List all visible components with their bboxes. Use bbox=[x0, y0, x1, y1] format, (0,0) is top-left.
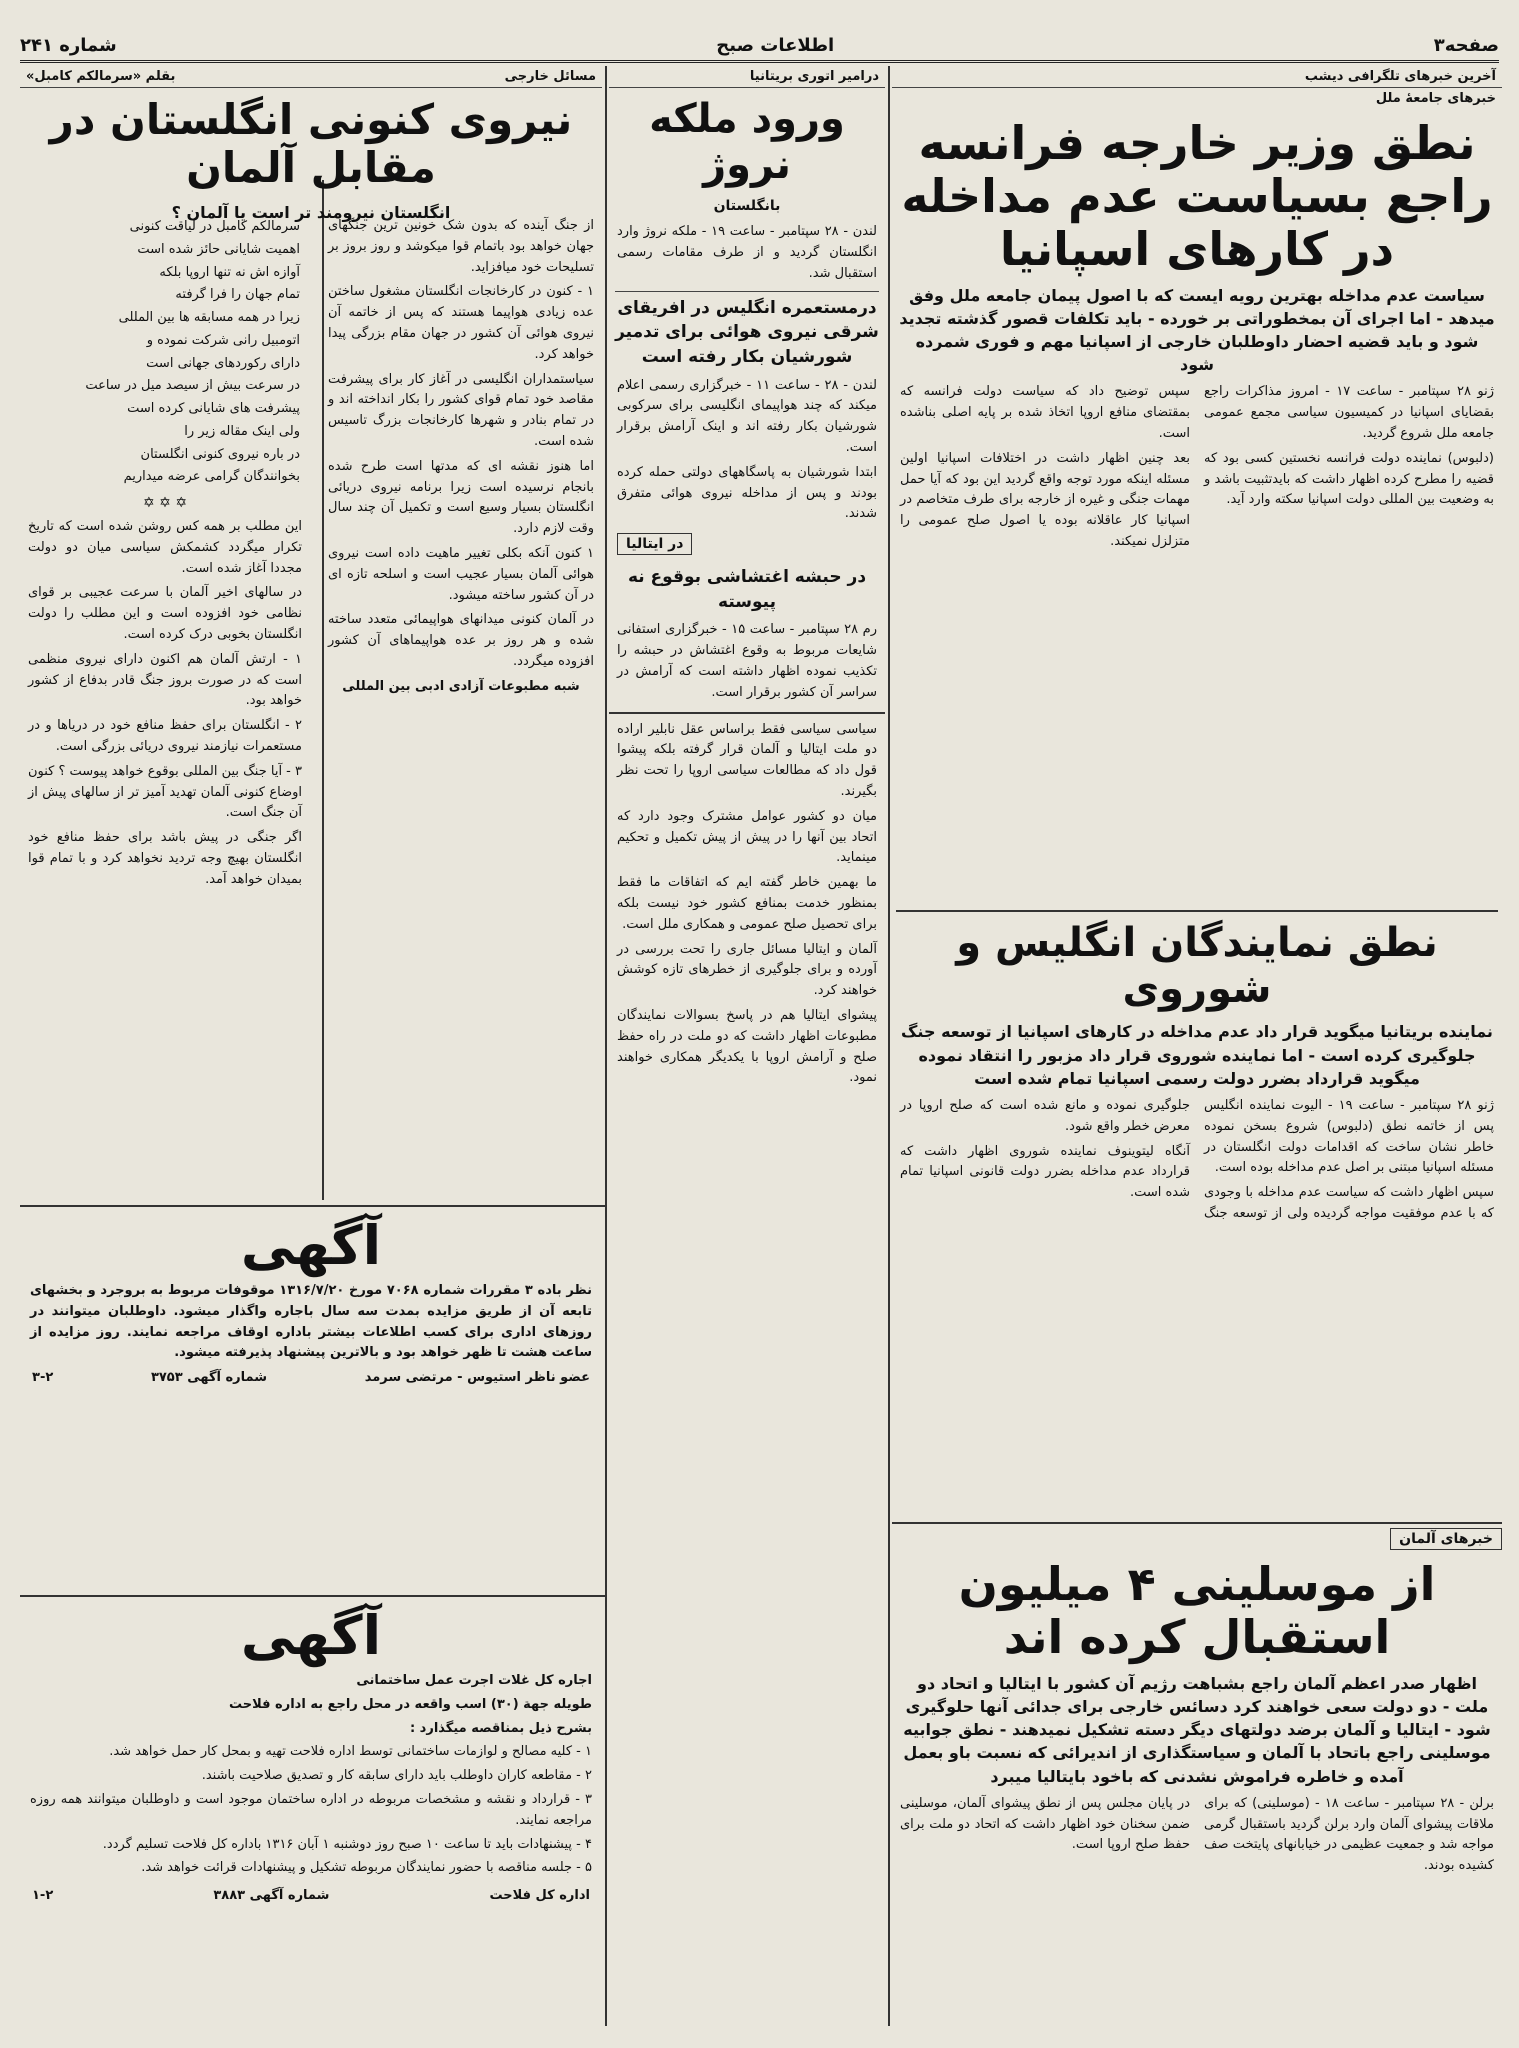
subhead-mussolini: اظهار صدر اعظم آلمان راجع بشباهت رژیم آن کشور با ایتالیا و اتحاد دو ملت - دو دولت سعی خواهند کرد دسائس خارجی برای جدائی آنها حلوگیری شود - ایتالیا و آلمان برضد دولتهای دیگر دسته تشکیل نمیدهند - نطق جوابیه موسلینی راجع باتحاد با آلمان و سیاستگذاری از اندیرائی که نسبت باو بعمل آمده و خاطره فراموش نشدنی که باخود بایتالیا میبرد bbox=[903, 1673, 1491, 1786]
paragraph: سپس توضیح داد که سیاست دولت فرانسه که بمقتضای منافع اروپا اتخاذ شده بر پایه اصلی بناشده است. bbox=[900, 384, 1190, 442]
intro-list bbox=[20, 216, 310, 489]
ad-title: آگهی bbox=[240, 1604, 382, 1667]
article-mussolini-body bbox=[892, 1794, 1502, 1877]
dateline: بانگلستان bbox=[713, 198, 781, 214]
masthead bbox=[20, 30, 1499, 63]
list-item: دارای رکوردهای جهانی است bbox=[146, 355, 300, 371]
paragraph: ما بهمین خاطر گفته ایم که اتفاقات ما فقط بمنظور خدمت بمنافع کشور خود نیست بلکه برای تحصیل صلح عمومی و همکاری ملل است. bbox=[617, 875, 877, 932]
ad-line: ۵ - جلسه مناقصه با حضور نمایندگان مربوطه تشکیل و پیشنهادات قرائت خواهد شد. bbox=[141, 1860, 592, 1876]
paragraph: اما هنوز نقشه ای که مدتها است طرح شده بانجام نرسیده است زیرا برنامه نیروی دریائی انگلستان بسیار وسیع است و تکمیل آن چند سال وقت لازم دارد. bbox=[328, 458, 594, 537]
ad-line: بشرح ذیل بمناقصه میگذارد : bbox=[409, 1720, 592, 1736]
kicker: آخرین خبرهای تلگرافی دیشب bbox=[892, 66, 1502, 88]
paragraph: اگر جنگی در پیش باشد برای حفظ منافع خود انگلستان بهیچ وجه تردید نخواهد کرد و با تمام قوا بمیدان خواهد آمد. bbox=[28, 830, 302, 887]
paragraph: در آلمان کنونی میدانهای هواپیمائی متعدد ساخته شده و هر روز بر عده هواپیماهای آن کشور افزوده میگردد. bbox=[328, 612, 594, 669]
ad-number: شماره آگهی ۳۸۸۳ bbox=[213, 1888, 330, 1904]
ad-number: شماره آگهی ۳۷۵۳ bbox=[150, 1370, 268, 1386]
ad-line: ۱ - کلیه مصالح و لوازمات ساختمانی توسط اداره فلاحت تهیه و بمحل کار حمل خواهد شد. bbox=[109, 1744, 592, 1760]
list-item: سرمالکم کامبل در لیاقت کنونی bbox=[129, 219, 300, 234]
paragraph: ۱ کنون آنکه بکلی تغییر ماهیت داده است نیروی هوائی آلمان بسیار عجیب است و اسلحه تازه ای در آن کشور ساخته میشود. bbox=[328, 545, 594, 603]
article-body bbox=[320, 216, 602, 698]
paragraph: آلمان و ایتالیا مسائل جاری را تحت بررسی در آورده و برای جلوگیری از خطرهای تازه کوشش خواهند کرد. bbox=[617, 941, 877, 999]
headline-abyssinia: در حبشه اغتشاشی بوقوع نه پیوسته bbox=[627, 567, 867, 612]
paragraph: ژنو ۲۸ سپتامبر - ساعت ۱۹ - الیوت نماینده انگلیس پس از خاتمه نطق (دلبوس) شروع بسخن نموده خاطر نشان ساخت که اقدامات دولت انگلستان در مسئله اسپانیا مبتنی بر اصل عدم مداخله بوده است. bbox=[1204, 1097, 1495, 1176]
paragraph: بعد چنین اظهار داشت در اختلافات اسپانیا اولین مسئله اینکه مورد توجه واقع گردید این بود که آیا حمل مهمات جنگی و غیره از خارجه برای طرف متخاصم در اسپانیا کار عاقلانه بوده یا اصول صلح عمومی را متزلزل نمیکند. bbox=[900, 450, 1190, 549]
list-item: زیرا در همه مسابقه ها بین المللی bbox=[118, 310, 300, 325]
paragraph: آنگاه لیتوینوف نماینده شوروی اظهار داشت که قرارداد عدم مداخله بضرر دولت قانونی اسپانیا تمام شده است. bbox=[900, 1143, 1190, 1201]
paragraph: سیاستمداران انگلیسی در آغاز کار برای پیشرفت مقاصد خود تمام قوای کشور را بکار انداخته اند و در تمام بنادر و شهرها کارخانجات بزرگ تاسیس شده است. bbox=[328, 371, 594, 449]
article-continuation bbox=[609, 712, 885, 1090]
middle-column bbox=[609, 66, 885, 2026]
ad-signature-row bbox=[20, 1364, 602, 1391]
ad-line: ۳ - قرارداد و نقشه و مشخصات مربوطه در اداره ساختمان موجود است و داوطلبان میتوانند همه روزه مراجعه نمایند. bbox=[30, 1791, 592, 1828]
section-rule bbox=[20, 1205, 605, 1207]
section-germany bbox=[892, 1522, 1502, 1550]
subhead-england-germany: انگلستان نیرومند تر است یا آلمان ؟ bbox=[171, 202, 451, 222]
subhead-france: سیاست عدم مداخله بهترین رویه ایست که با اصول پیمان جامعه ملل وفق میدهد - اما اجرای آن بمخطوراتی بر خورده - باید تکلفات قصور گذشته تجدید شود و باید قضیه احضار داوطلبان خارجی از اسپانیا مهم و فوری شمرده شود bbox=[899, 285, 1495, 375]
paragraph: ژنو ۲۸ سپتامبر - ساعت ۱۷ - امروز مذاکرات راجع بقضایای اسپانیا در کمیسیون سیاسی مجمع عمومی جامعه ملل شروع گردید. bbox=[1204, 384, 1495, 442]
paragraph: رم ۲۸ سپتامبر - ساعت ۱۵ - خبرگزاری استفانی شایعات مربوط به وقوع اغتشاش در حبشه را تکذیب نموده اظهار داشته است که آرامش در سراسر آن کشور برقرار است. bbox=[617, 622, 877, 700]
paper-name: اطلاعات صبح bbox=[716, 34, 835, 56]
paragraph: میان دو کشور عوامل مشترک وجود دارد که اتحاد بین آنها را در پیش از پیش تکمیل و تحکیم مینماید. bbox=[617, 808, 877, 866]
section-label: خبرهای جامعهٔ ملل bbox=[1375, 91, 1496, 106]
headline-england-soviet: نطق نمایندگان انگلیس و شوروی bbox=[896, 910, 1498, 1012]
headline-france: نطق وزیر خارجه فرانسه راجع بسیاست عدم مداخله در کارهای اسپانیا bbox=[901, 116, 1493, 276]
paragraph: ۲ - انگلستان برای حفظ منافع خود در دریاها و در مستعمرات نیازمند نیروی دریائی بزرگی است. bbox=[28, 718, 302, 754]
page-number: صفحه۳ bbox=[1433, 34, 1499, 56]
right-column bbox=[892, 66, 1502, 2026]
paragraph: در سالهای اخیر آلمان با سرعت عجیبی بر قوای نظامی خود افزوده است و این مطلب را دولت انگلستان بخوبی درک کرده است. bbox=[28, 585, 302, 642]
issue-number: شماره ۲۴۱ bbox=[20, 34, 117, 56]
ad-signature: عضو ناظر استیوس - مرتضی سرمد bbox=[364, 1370, 590, 1386]
paragraph: (دلبوس) نماینده دولت فرانسه نخستین کسی بود که قضیه را مطرح کرده اظهار داشت که بایدتثبیت باشد و به وضعیت بین المللی دولت اسپانیا سکته وارد آید. bbox=[1204, 450, 1494, 508]
paragraph: ۱ - کنون در کارخانجات انگلستان مشغول ساختن عده زیادی هواپیما هستند که پس از خاتمه آن نیروی هوائی آن کشور در جهان مقام بزرگی پیدا خواهد کرد. bbox=[328, 284, 594, 362]
list-item: تمام جهان را فرا گرفته bbox=[175, 287, 300, 303]
section-rule bbox=[20, 1595, 605, 1597]
paragraph: لندن - ۲۸ - ساعت ۱۱ - خبرگزاری رسمی اعلام میکند که چند هواپیمای انگلیسی برای سرکوبی شورشیان بکار رفته اند و اینک آرامش برقرار است. bbox=[617, 377, 877, 455]
paragraph: سپس اظهار داشت که سیاست عدم مداخله با وجودی که با عدم موفقیت مواجه گردیده ولی از توسعه جنگ جلوگیری نموده و مانع شده است که صلح اروپا در معرض خطر واقع شود. bbox=[900, 1097, 1494, 1221]
column-rule bbox=[605, 66, 607, 2026]
paragraph: ۱ - ارتش آلمان هم اکنون دارای نیروی منظمی است که در صورت بروز جنگ قادر بدفاع از کشور خواهد بود. bbox=[28, 651, 302, 709]
ad-line: اجاره کل غلات اجرت عمل ساختمانی bbox=[356, 1673, 592, 1688]
section-label: درامیر اتوری بریتانیا bbox=[609, 66, 885, 88]
ad-code: ۳-۲ bbox=[32, 1370, 54, 1386]
column-rule bbox=[888, 66, 890, 2026]
article-abyssinia-body bbox=[609, 620, 885, 703]
paragraph: شبه مطبوعات آزادی ادبی بین المللی bbox=[342, 678, 580, 694]
list-item: آوازه اش نه تنها اروپا بلکه bbox=[159, 264, 300, 280]
paragraph: ابتدا شورشیان به پاسگاههای دولتی حمله کرده بودند و پس از مداخله نیروی هوائی متفرق شدند. bbox=[617, 464, 877, 522]
ad-title: آگهی bbox=[240, 1214, 382, 1277]
advertisement-2 bbox=[20, 1600, 602, 2025]
paragraph: پیشوای ایتالیا هم در پاسخ بسوالات نمایندگان مطبوعات اظهار داشت که دو ملت در راه حفظ صلح و آرامش اروپا با یکدیگر همکاری خواهند نمود. bbox=[617, 1008, 877, 1086]
subhead-england-soviet: نماینده بریتانیا میگوید قرار داد عدم مداخله در کارهای اسپانیا از توسعه جنگ جلوگیری کرده است - اما نماینده شوروی قرار داد مزبور را انتقاد نموده میگوید قرارداد بضرر دولت رسمی اسپانیا تمام شده است bbox=[901, 1022, 1493, 1088]
left-col-a bbox=[320, 216, 602, 1196]
article-body bbox=[20, 517, 310, 891]
list-item: بخوانندگان گرامی عرضه میداریم bbox=[123, 469, 300, 485]
list-item: اهمیت شایانی حائز شده است bbox=[137, 241, 300, 257]
paragraph: از جنگ آینده که بدون شک خونین ترین جنگهای جهان خواهد بود باتمام قوا میکوشد و روز بروز بر تسلیحات خود میافزاید. bbox=[328, 218, 594, 275]
paragraph: لندن - ۲۸ سپتامبر - ساعت ۱۹ - ملکه نروژ وارد انگلستان گردید و از طرف مقامات رسمی استقبال شد. bbox=[617, 224, 877, 281]
left-col-b bbox=[20, 216, 310, 1196]
paragraph: ۳ - آیا جنگ بین المللی بوقوع خواهد پیوست ؟ کنون اوضاع کنونی آلمان تهدید آمیز تر از سالهای پیش از آن جنگ است. bbox=[27, 763, 302, 821]
paragraph: در پایان مجلس پس از نطق پیشوای آلمان، موسلینی ضمن سخنان خود اظهار داشت که اتحاد دو ملت برای حفظ صلح اروپا است. bbox=[900, 1795, 1190, 1853]
section-italy bbox=[609, 529, 885, 559]
ad-body: نظر باده ۳ مقررات شماره ۷۰۶۸ مورخ ۱۳۱۶/۷/۲۰ موقوفات مربوط به بروجرد و بخشهای تابعه آن از طریق مزایده بمدت سه سال باجاره واگذار میشود. داوطلبان میتوانند در روزهای اداری برای کسب اطلاعات بیشتر باداره اوقاف مراجعه نمایند. روز مزایده از ساعت هشت تا ظهر خواهد بود و بالاترین پیشنهاد پذیرفته میشود. bbox=[30, 1283, 593, 1361]
list-item: در باره نیروی کنونی انگلستان bbox=[140, 446, 300, 462]
article-header bbox=[20, 66, 602, 88]
list-item: ولی اینک مقاله زیر را bbox=[184, 423, 300, 439]
ad-body bbox=[20, 1671, 602, 1879]
paragraph: این مطلب بر همه کس روشن شده است که تاریخ تکرار میگردد کشمکش سیاسی میان دو دولت مجددا آغاز شده است. bbox=[28, 519, 302, 576]
headline-mussolini: از موسلینی ۴ میلیون استقبال کرده اند bbox=[958, 1556, 1436, 1664]
article-france-body bbox=[892, 382, 1502, 902]
ornament-icon: ✡ ✡ ✡ bbox=[142, 495, 188, 511]
list-item: پیشرفت های شایانی کرده است bbox=[127, 401, 300, 416]
advertisement-1 bbox=[20, 1210, 602, 1590]
section-label: مسائل خارجی bbox=[504, 69, 596, 84]
ad-signature: اداره کل فلاحت bbox=[489, 1888, 590, 1904]
left-article bbox=[20, 66, 602, 1201]
article-queen-body bbox=[609, 222, 885, 284]
article-england-soviet-body bbox=[892, 1096, 1502, 1516]
article-east-africa-body bbox=[609, 376, 885, 526]
ad-line: طویله جهة (۳۰) اسب واقعه در محل راجع به اداره فلاحت bbox=[229, 1696, 592, 1712]
ad-signature-row bbox=[20, 1882, 602, 1909]
ad-line: ۴ - پیشنهادات باید تا ساعت ۱۰ صبح روز دوشنبه ۱ آبان ۱۳۱۶ باداره کل فلاحت تسلیم گردد. bbox=[102, 1836, 592, 1852]
paragraph: برلن - ۲۸ سپتامبر - ساعت ۱۸ - (موسلینی) که برای ملاقات پیشوای آلمان وارد برلن گردید باستقبال گرمی مواجه شد و جمعیت عظیمی در خیابانهای پایتخت صف کشیده بودند. bbox=[1204, 1795, 1494, 1874]
headline-england-germany: نیروی کنونی انگلستان در مقابل آلمان bbox=[49, 95, 573, 193]
headline-east-africa: درمستعمره انگلیس در افریقای شرقی نیروی هوائی برای تدمیر شورشیان بکار رفته است bbox=[615, 291, 879, 370]
paragraph: سیاسی سیاسی فقط براساس عقل نابلیر اراده دو ملت ایتالیا و آلمان قرار گرفته بلکه پیشوا قول داد که مطالعات سیاسی اروپا را تحت نظر بگیرند. bbox=[617, 721, 877, 800]
ad-code: ۱-۲ bbox=[32, 1888, 54, 1904]
list-item: در سرعت بیش از سیصد میل در ساعت bbox=[85, 378, 300, 394]
section-label: در ایتالیا bbox=[617, 533, 692, 555]
list-item: اتومبیل رانی شرکت نموده و bbox=[146, 332, 300, 348]
ad-line: ۲ - مقاطعه کاران داوطلب باید دارای سابقه کار و تصدیق صلاحیت باشند. bbox=[201, 1768, 592, 1784]
headline-queen-norway: ورود ملکه نروژ bbox=[649, 96, 845, 188]
byline: بقلم «سرمالکم کامبل» bbox=[26, 69, 176, 84]
section-label: خبرهای آلمان bbox=[1390, 1528, 1502, 1550]
